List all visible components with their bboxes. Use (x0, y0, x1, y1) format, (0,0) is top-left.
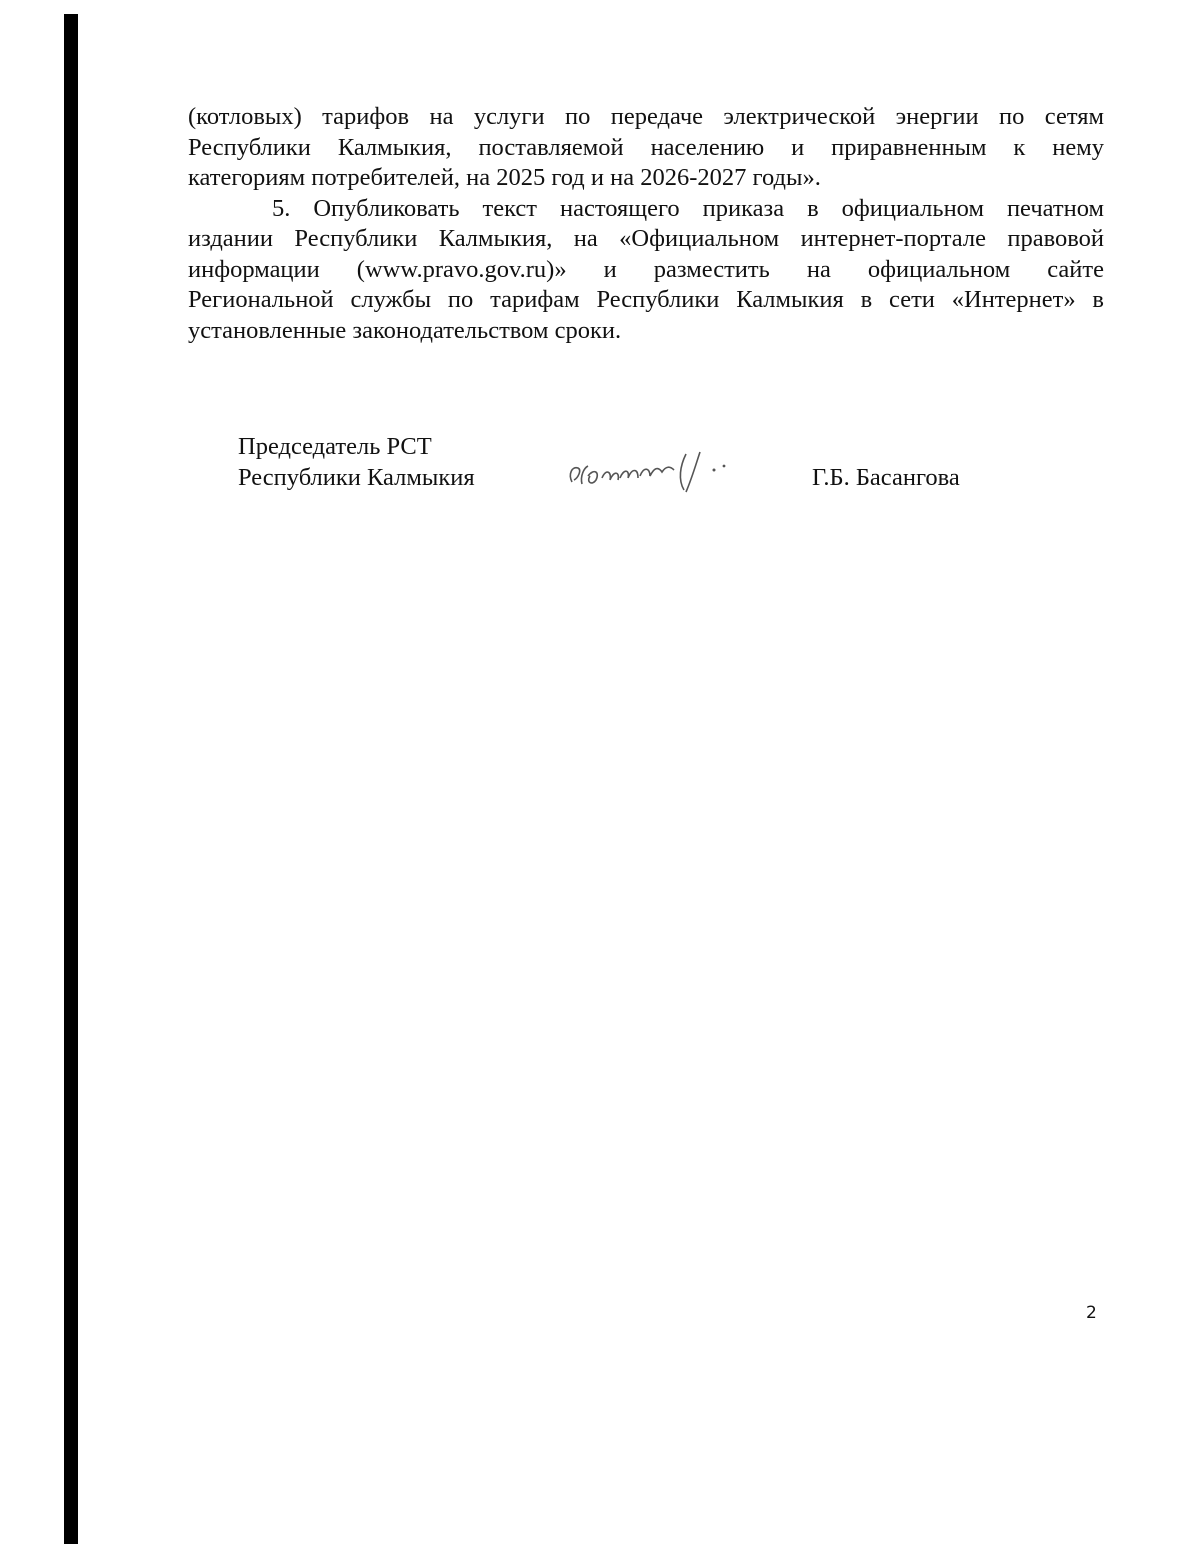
text-line: установленные законодательством сроки. (188, 316, 622, 344)
signatory-name: Г.Б. Басангова (812, 464, 960, 491)
text-line: (котловых) тарифов на услуги по передаче электрической энергии по сетям (188, 103, 1104, 130)
paragraph-5-first-line: 5. Опубликовать текст настоящего приказа в официальном печатном (272, 194, 1104, 222)
page-number: 2 (1086, 1303, 1097, 1323)
text-line: информации (www.pravo.gov.ru)» и разместить на официальном сайте (188, 255, 1104, 283)
text-line: издании Республики Калмыкия, на «Официальном интернет-портале правовой (188, 225, 1104, 252)
text-line: Региональной службы по тарифам Республики Калмыкия в сети «Интернет» в (188, 286, 1104, 313)
signatory-position (238, 432, 475, 493)
signatory-title: Председатель РСТ (238, 433, 432, 460)
handwritten-signature (558, 432, 758, 502)
document-body (188, 102, 1104, 346)
scan-edge-bar (64, 14, 78, 1544)
text-line: категориям потребителей, на 2025 год и на 2026-2027 годы». (188, 164, 821, 191)
signatory-region: Республики Калмыкия (238, 463, 475, 491)
text-line: Республики Калмыкия, поставляемой населению и приравненным к нему (188, 133, 1104, 161)
